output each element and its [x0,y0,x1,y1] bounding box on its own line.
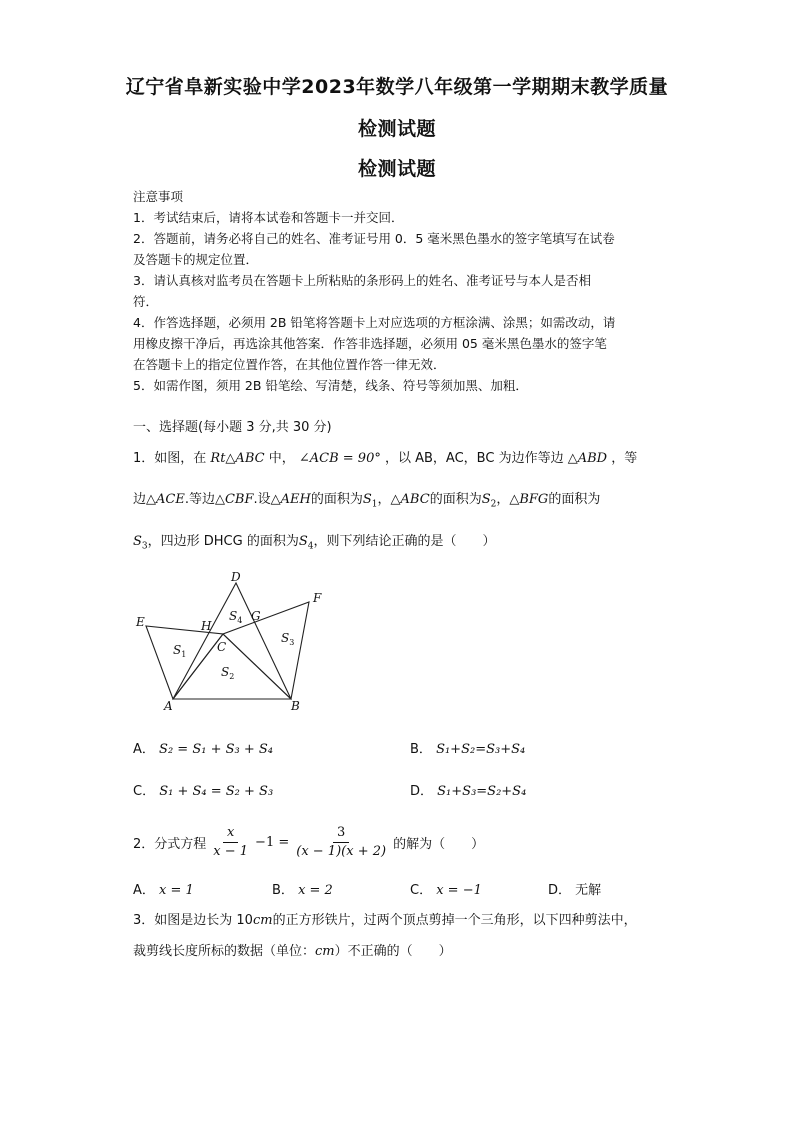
label-G: G [251,609,261,623]
q1-option-d[interactable]: D． S₁+S₃=S₂+S₄ [410,784,527,799]
q1-option-c[interactable]: C． S₁ + S₄ = S₂ + S₃ [133,784,274,799]
notes-heading: 注意事项 [133,189,184,204]
notes-line: 符． [133,294,159,309]
question-3-line-1: 3．如图是边长为 10cm的正方形铁片，过两个顶点剪掉一个三角形，以下四种剪法中， [133,913,637,928]
notes-line: 用橡皮擦干净后，再选涂其他答案．作答非选择题，必须用 05 毫米黑色墨水的签字笔 [133,336,607,351]
label-S2: $S_2$ [221,665,235,681]
notes-line: 1．考试结束后，请将本试卷和答题卡一并交回． [133,210,404,225]
page-subtitle: 检测试题 [357,118,436,140]
notes-line: 3．请认真核对监考员在答题卡上所粘贴的条形码上的姓名、准考证号与本人是否相 [133,273,591,288]
label-E: E [136,615,145,629]
question-1-line-2: 边△ACE.等边△CBF.设△AEH的面积为$S_1$，△ABC的面积为$S_2$，△BFG的面积为 [133,492,601,510]
label-S3: $S_3$ [281,631,295,647]
q2-option-d[interactable]: D． 无解 [548,883,602,898]
fraction-left: $\frac{x}{x - 1}$ [213,824,249,859]
geometry-figure [128,572,338,712]
triangle-ACE [146,626,223,699]
q1-option-a[interactable]: A． S₂ = S₁ + S₃ + S₄ [133,742,273,757]
fraction-right: $\frac{3}{(x - 1)(x + 2)}$ [296,824,387,859]
label-S4: $S_4$ [229,609,243,625]
question-3-line-2: 裁剪线长度所标的数据（单位：cm）不正确的（ ） [133,944,452,959]
notes-section [133,186,663,396]
q2-option-c[interactable]: C． x = −1 [410,883,482,898]
notes-line: 4．作答选择题，必须用 2B 铅笔将答题卡上对应选项的方框涂满、涂黑；如需改动，请 [133,315,616,330]
notes-line: 及答题卡的规定位置． [133,252,259,267]
label-F: F [313,591,322,605]
label-A: A [164,699,173,712]
q2-option-b[interactable]: B． x = 2 [272,883,333,898]
label-S1: $S_1$ [173,643,187,659]
notes-line: 在答题卡上的指定位置作答，在其他位置作答一律无效． [133,357,446,372]
page-title: 辽宁省阜新实验中学2023年数学八年级第一学期期末教学质量 [125,76,669,98]
label-H: H [201,619,212,633]
question-1-line-3: $S_3$，四边形 DHCG 的面积为$S_4$，则下列结论正确的是（ ） [133,534,496,552]
question-1-line-1: 1．如图，在 Rt△ABC 中， ∠ACB = 90° ，以 AB，AC，BC 为边作等边 △ABD ，等 [133,451,638,466]
label-D: D [231,572,241,584]
q2-option-a[interactable]: A． x = 1 [133,883,194,898]
notes-line: 5．如需作图，须用 2B 铅笔绘、写清楚，线条、符号等须加黑、加粗． [133,378,528,393]
q1-option-b[interactable]: B． S₁+S₂=S₃+S₄ [410,742,526,757]
notes-line: 2．答题前，请务必将自己的姓名、准考证号用 0．5 毫米黑色墨水的签字笔填写在试卷 [133,231,615,246]
label-B: B [291,699,300,712]
page-subtitle-repeat: 检测试题 [357,158,436,180]
label-C: C [217,640,227,654]
question-2: 2．分式方程 $\frac{x}{x - 1}$ −1 = $\frac{3}{(x - 1)(x + 2)}$ 的解为（ ） [133,824,485,859]
section-heading: 一、选择题(每小题 3 分,共 30 分) [133,420,332,435]
